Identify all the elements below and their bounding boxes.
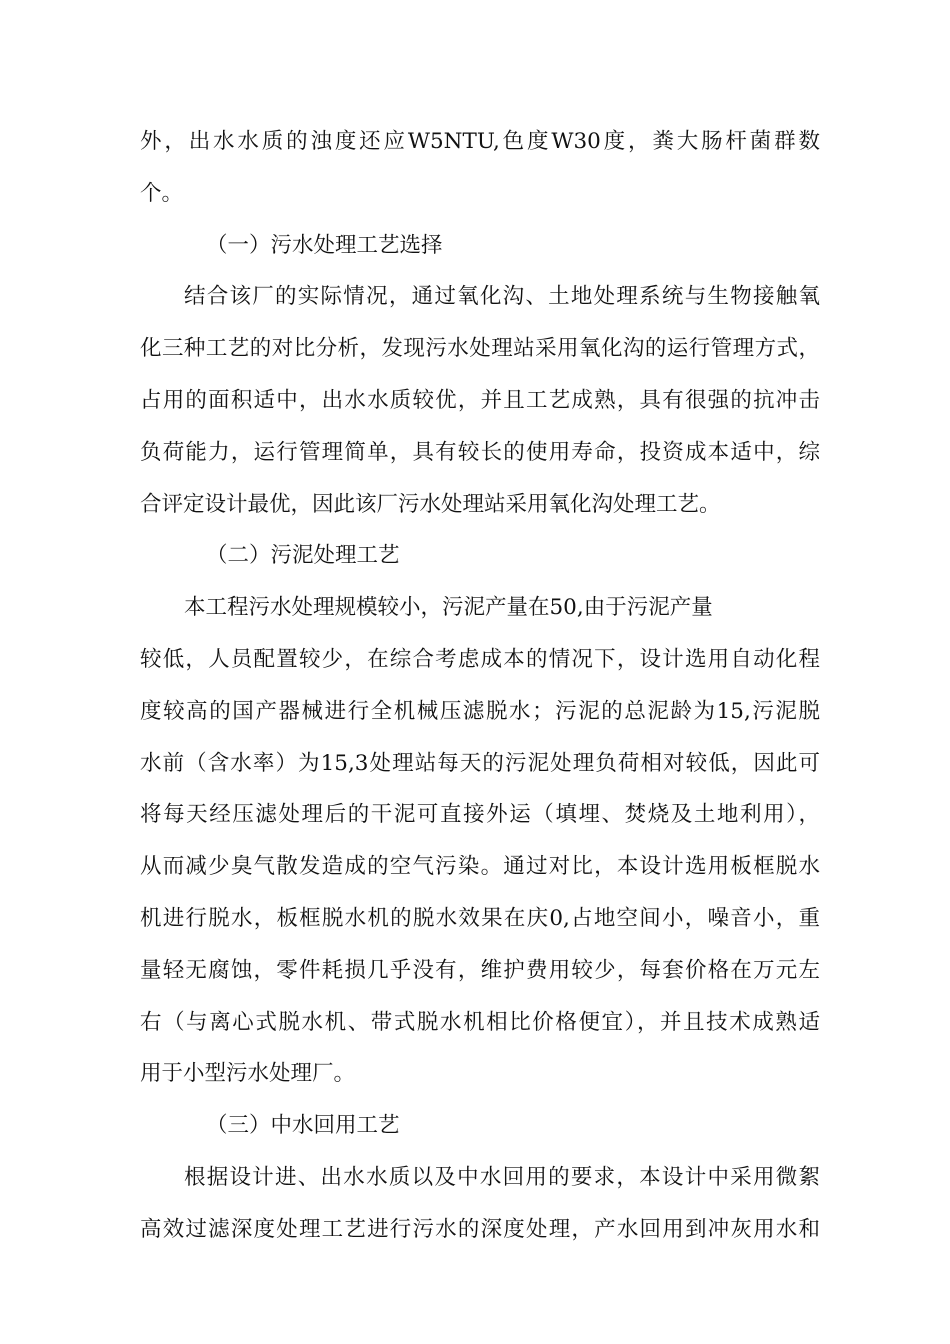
text-line: 个。	[140, 180, 184, 206]
text-line: 外，出水水质的浊度还应W5NTU,色度W30度，粪大肠杆菌群数	[140, 129, 820, 154]
text-line: 用于小型污水处理厂。	[140, 1061, 356, 1087]
text-line: 本工程污水处理规模较小，污泥产量在50,由于污泥产量	[184, 595, 713, 621]
text-line: 从而减少臭气散发造成的空气污染。通过对比，本设计选用板框脱水	[140, 854, 820, 880]
text-line: 量轻无腐蚀，零件耗损几乎没有，维护费用较少，每套价格在万元左	[140, 957, 820, 983]
section-heading-2: （二）污泥处理工艺	[206, 543, 400, 569]
text-line: 度较高的国产器械进行全机械压滤脱水；污泥的总泥龄为15,污泥脱	[140, 698, 820, 724]
text-line: 机进行脱水，板框脱水机的脱水效果在庆0,占地空间小，噪音小，重	[140, 905, 820, 931]
text-line: 占用的面积适中，出水水质较优，并且工艺成熟，具有很强的抗冲击	[140, 387, 820, 413]
text-line: 根据设计进、出水水质以及中水回用的要求，本设计中采用微絮	[184, 1164, 820, 1190]
text-line: 结合该厂的实际情况，通过氧化沟、土地处理系统与生物接触氧	[184, 284, 820, 310]
document-body	[140, 116, 820, 1256]
text-line: 右（与离心式脱水机、带式脱水机相比价格便宜），并且技术成熟适	[140, 1009, 820, 1035]
section-heading-1: （一）污水处理工艺选择	[206, 232, 443, 258]
text-line: 负荷能力，运行管理简单，具有较长的使用寿命，投资成本适中，综	[140, 439, 820, 465]
text-line: 化三种工艺的对比分析，发现污水处理站采用氧化沟的运行管理方式，	[140, 336, 820, 362]
text-line: 水前（含水率）为15,3处理站每天的污泥处理负荷相对较低，因此可	[140, 750, 820, 776]
section-heading-3: （三）中水回用工艺	[206, 1113, 400, 1139]
text-line: 将每天经压滤处理后的干泥可直接外运（填埋、焚烧及土地利用），	[140, 802, 820, 828]
text-line: 较低，人员配置较少，在综合考虑成本的情况下，设计选用自动化程	[140, 646, 820, 672]
text-line: 高效过滤深度处理工艺进行污水的深度处理，产水回用到冲灰用水和	[140, 1216, 820, 1242]
text-line: 合评定设计最优，因此该厂污水处理站采用氧化沟处理工艺。	[140, 491, 721, 517]
